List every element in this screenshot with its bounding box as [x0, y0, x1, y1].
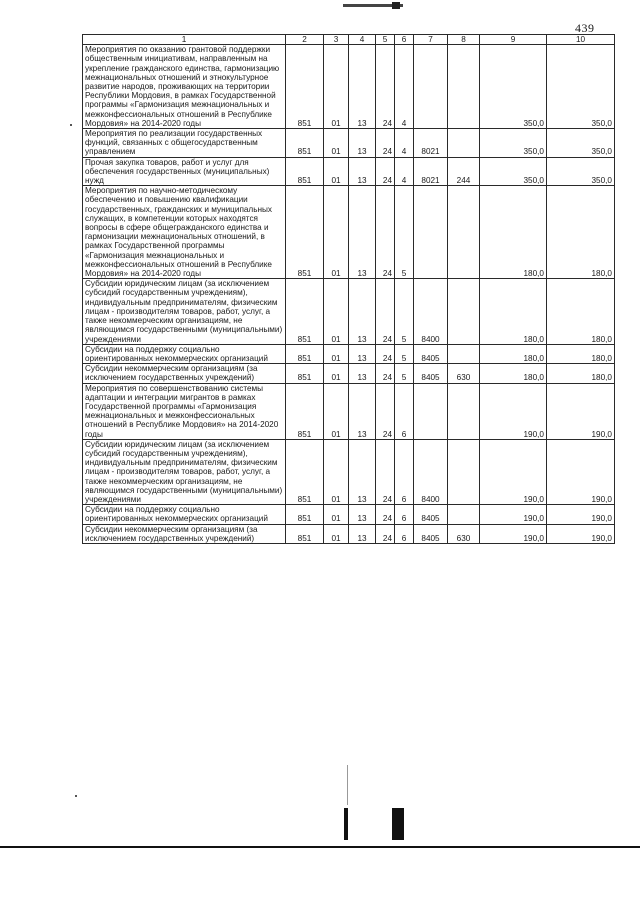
cell-subprogram: 6	[395, 439, 414, 504]
cell-expense-type	[448, 505, 480, 524]
cell-subprogram: 5	[395, 344, 414, 363]
cell-expense-type	[448, 186, 480, 279]
cell-ministry-code: 851	[286, 383, 324, 439]
scan-speck	[347, 765, 348, 805]
cell-amount: 180,0	[480, 344, 547, 363]
cell-ministry-code: 851	[286, 524, 324, 543]
cell-ministry-code: 851	[286, 157, 324, 186]
cell-program: 24	[376, 186, 395, 279]
column-header-4: 4	[349, 35, 376, 45]
cell-target-article: 8021	[414, 157, 448, 186]
table-row	[83, 129, 615, 158]
cell-ministry-code: 851	[286, 364, 324, 383]
cell-subsection: 13	[349, 129, 376, 158]
row-description: Субсидии на поддержку социально ориентированных некоммерческих организаций	[83, 505, 286, 524]
cell-amount-total: 350,0	[547, 157, 615, 186]
cell-subprogram: 6	[395, 524, 414, 543]
cell-program: 24	[376, 505, 395, 524]
cell-subsection: 13	[349, 383, 376, 439]
cell-target-article	[414, 186, 448, 279]
cell-target-article: 8405	[414, 344, 448, 363]
cell-target-article: 8400	[414, 279, 448, 344]
cell-ministry-code: 851	[286, 186, 324, 279]
row-description: Мероприятия по совершенствованию системы адаптации и интеграции мигрантов в рамках Государственной программы «Гармонизация межнациональных и межконфессиональных отношений в Республике Мордовия» на 2014-2020 годы	[83, 383, 286, 439]
cell-subsection: 13	[349, 524, 376, 543]
cell-section: 01	[324, 344, 349, 363]
table-row	[83, 344, 615, 363]
cell-subprogram: 6	[395, 505, 414, 524]
table-row	[83, 364, 615, 383]
cell-section: 01	[324, 157, 349, 186]
table-body	[83, 45, 615, 544]
cell-subprogram: 5	[395, 279, 414, 344]
row-description: Субсидии юридическим лицам (за исключением субсидий государственным учреждениям), индивидуальным предпринимателям, физическим лицам - производителям товаров, работ, услуг, а также некоммерческим организациям, не являющимся государственными (муниципальными) учреждениями	[83, 279, 286, 344]
cell-program: 24	[376, 364, 395, 383]
cell-expense-type: 630	[448, 364, 480, 383]
cell-amount-total: 190,0	[547, 524, 615, 543]
cell-subsection: 13	[349, 439, 376, 504]
row-description: Субсидии юридическим лицам (за исключением субсидий государственным учреждениям), индивидуальным предпринимателям, физическим лицам - производителям товаров, работ, услуг, а также некоммерческим организациям, не являющимся государственными (муниципальными) учреждениями	[83, 439, 286, 504]
cell-section: 01	[324, 505, 349, 524]
cell-ministry-code: 851	[286, 344, 324, 363]
cell-amount-total: 190,0	[547, 505, 615, 524]
cell-program: 24	[376, 129, 395, 158]
cell-subsection: 13	[349, 364, 376, 383]
cell-target-article: 8405	[414, 524, 448, 543]
cell-section: 01	[324, 364, 349, 383]
cell-ministry-code: 851	[286, 439, 324, 504]
row-description: Мероприятия по научно-методическому обеспечению и повышению квалификации государственных, гражданских и муниципальных служащих, в компетенции которых находятся вопросы в сфере общегражданского единства и гармонизации межнациональных отношений, в рамках Государственной программы «Гармонизация межнациональных и межконфессиональных отношений в Республике Мордовия» на 2014-2020 годы	[83, 186, 286, 279]
cell-expense-type	[448, 45, 480, 129]
row-description: Мероприятия по реализации государственных функций, связанных с общегосударственным управлением	[83, 129, 286, 158]
cell-section: 01	[324, 279, 349, 344]
table-row	[83, 45, 615, 129]
scan-speck	[75, 795, 77, 797]
row-description: Прочая закупка товаров, работ и услуг для обеспечения государственных (муниципальных) нужд	[83, 157, 286, 186]
cell-ministry-code: 851	[286, 279, 324, 344]
cell-amount: 190,0	[480, 383, 547, 439]
table-row	[83, 186, 615, 279]
cell-amount: 350,0	[480, 129, 547, 158]
row-description: Мероприятия по оказанию грантовой поддержки общественным инициативам, направленным на укрепление гражданского единства, гармонизацию межнациональных отношений и этнокультурное развитие народов, проживающих на территории Республики Мордовия, в рамках Государственной программы «Гармонизация межнациональных и межконфессиональных отношений в Республике Мордовия» на 2014-2020 годы	[83, 45, 286, 129]
cell-program: 24	[376, 157, 395, 186]
cell-section: 01	[324, 524, 349, 543]
cell-amount-total: 180,0	[547, 364, 615, 383]
cell-subprogram: 5	[395, 364, 414, 383]
column-header-3: 3	[324, 35, 349, 45]
row-description: Субсидии некоммерческим организациям (за исключением государственных учреждений)	[83, 364, 286, 383]
cell-amount-total: 190,0	[547, 439, 615, 504]
cell-amount: 350,0	[480, 157, 547, 186]
table-row	[83, 279, 615, 344]
table-row	[83, 383, 615, 439]
cell-target-article: 8021	[414, 129, 448, 158]
row-description: Субсидии некоммерческим организациям (за исключением государственных учреждений)	[83, 524, 286, 543]
cell-target-article	[414, 45, 448, 129]
cell-target-article: 8405	[414, 505, 448, 524]
table-row	[83, 157, 615, 186]
column-header-8: 8	[448, 35, 480, 45]
table-row	[83, 505, 615, 524]
cell-program: 24	[376, 344, 395, 363]
cell-expense-type: 630	[448, 524, 480, 543]
column-header-6: 6	[395, 35, 414, 45]
page-number: 439	[575, 21, 595, 35]
cell-target-article: 8405	[414, 364, 448, 383]
cell-amount: 190,0	[480, 524, 547, 543]
cell-subsection: 13	[349, 279, 376, 344]
cell-expense-type: 244	[448, 157, 480, 186]
cell-program: 24	[376, 524, 395, 543]
column-header-5: 5	[376, 35, 395, 45]
table-header-row	[83, 35, 615, 45]
cell-expense-type	[448, 383, 480, 439]
cell-subprogram: 4	[395, 129, 414, 158]
cell-amount: 190,0	[480, 505, 547, 524]
cell-subsection: 13	[349, 45, 376, 129]
cell-amount-total: 180,0	[547, 344, 615, 363]
cell-amount: 180,0	[480, 364, 547, 383]
cell-subprogram: 6	[395, 383, 414, 439]
cell-program: 24	[376, 45, 395, 129]
cell-expense-type	[448, 129, 480, 158]
cell-subprogram: 4	[395, 157, 414, 186]
cell-amount: 350,0	[480, 45, 547, 129]
cell-program: 24	[376, 439, 395, 504]
cell-subprogram: 5	[395, 186, 414, 279]
table-row	[83, 524, 615, 543]
cell-target-article	[414, 383, 448, 439]
cell-ministry-code: 851	[286, 505, 324, 524]
cell-amount: 180,0	[480, 279, 547, 344]
table-row	[83, 439, 615, 504]
cell-ministry-code: 851	[286, 129, 324, 158]
cell-subprogram: 4	[395, 45, 414, 129]
column-header-1: 1	[83, 35, 286, 45]
cell-amount-total: 190,0	[547, 383, 615, 439]
cell-amount-total: 180,0	[547, 186, 615, 279]
scan-edge-line	[0, 846, 640, 848]
cell-section: 01	[324, 186, 349, 279]
cell-program: 24	[376, 279, 395, 344]
cell-amount: 190,0	[480, 439, 547, 504]
cell-section: 01	[324, 383, 349, 439]
cell-amount-total: 180,0	[547, 279, 615, 344]
cell-section: 01	[324, 129, 349, 158]
column-header-7: 7	[414, 35, 448, 45]
scan-artifact-top-mark	[392, 2, 400, 9]
row-description: Субсидии на поддержку социально ориентированных некоммерческих организаций	[83, 344, 286, 363]
cell-amount-total: 350,0	[547, 45, 615, 129]
binder-mark	[344, 808, 348, 840]
column-header-9: 9	[480, 35, 547, 45]
cell-target-article: 8400	[414, 439, 448, 504]
cell-program: 24	[376, 383, 395, 439]
scan-speck	[70, 124, 72, 126]
cell-ministry-code: 851	[286, 45, 324, 129]
cell-expense-type	[448, 279, 480, 344]
cell-section: 01	[324, 439, 349, 504]
cell-subsection: 13	[349, 505, 376, 524]
budget-table	[82, 34, 615, 544]
cell-subsection: 13	[349, 157, 376, 186]
column-header-10: 10	[547, 35, 615, 45]
cell-subsection: 13	[349, 186, 376, 279]
column-header-2: 2	[286, 35, 324, 45]
cell-expense-type	[448, 344, 480, 363]
cell-amount-total: 350,0	[547, 129, 615, 158]
binder-mark	[392, 808, 404, 840]
cell-subsection: 13	[349, 344, 376, 363]
cell-amount: 180,0	[480, 186, 547, 279]
cell-expense-type	[448, 439, 480, 504]
cell-section: 01	[324, 45, 349, 129]
